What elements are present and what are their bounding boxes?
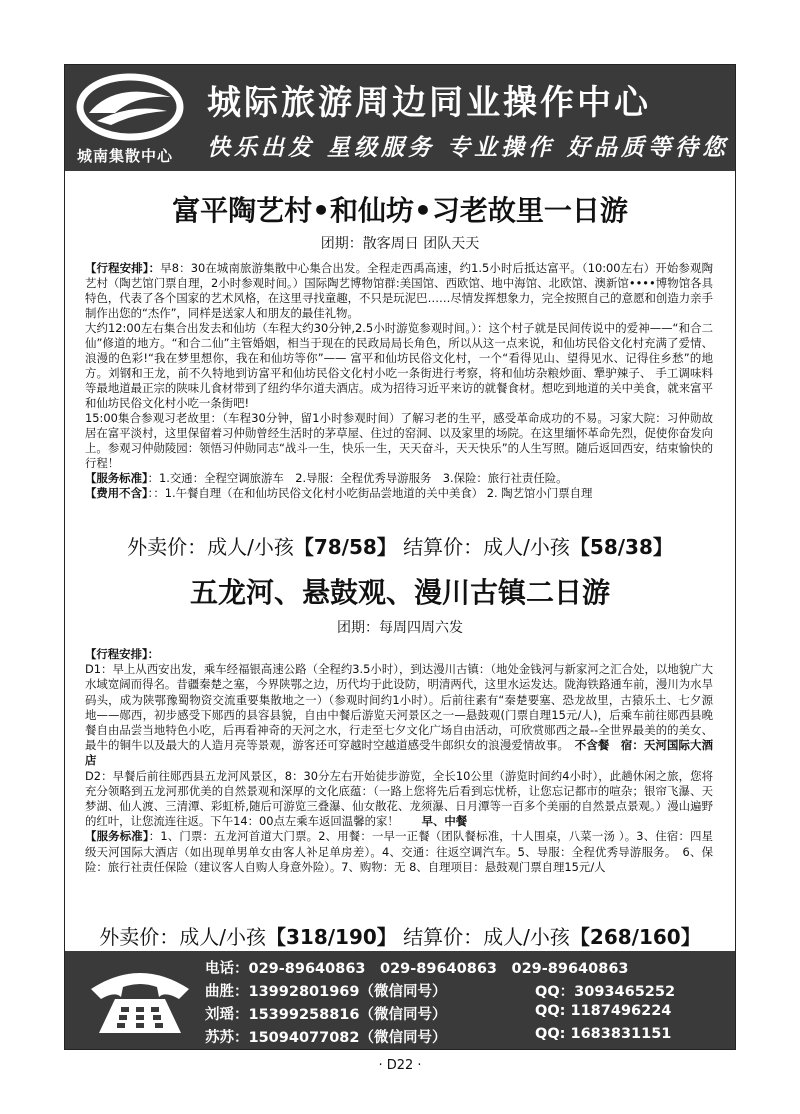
settle-label: 结算价：成人/小孩 bbox=[403, 925, 570, 949]
phone-label: 电话： bbox=[205, 961, 249, 977]
contact-name: 曲胜： bbox=[205, 984, 249, 1000]
contact-phone[interactable]: 15094077082（微信同号） bbox=[248, 1030, 447, 1046]
service-label: 【服务标准】 bbox=[85, 471, 148, 485]
telephone-icon bbox=[85, 963, 195, 1039]
logo-caption: 城南集散中心 bbox=[77, 147, 174, 165]
trip2-day1-meal: 不含餐 bbox=[574, 738, 610, 753]
contact-band bbox=[65, 951, 735, 1049]
price-label: 外卖价：成人/小孩 bbox=[127, 535, 294, 559]
trip2-price bbox=[65, 921, 735, 950]
fee-label: 【费用不含】 bbox=[85, 486, 148, 500]
trip1-description bbox=[85, 261, 713, 501]
contact-row bbox=[205, 1026, 672, 1047]
contact-qq: QQ: 1187496224 bbox=[535, 1003, 672, 1019]
trip1-para-1: 早8：30在城南旅游集散中心集合出发。全程走西禹高速，约1.5小时后抵达富平。（10:00左右）开始参观陶艺村（陶艺馆门票自理，2小时参观时间。）国际陶艺博物馆群:美国馆、西欧馆、地中海馆、北欧馆、澳新馆••••博物馆各具特色，代表了各个国家的艺术风格，在这里寻找童趣，不只是玩泥巴……尽情发挥想象力，完全按照自己的意愿和创造力亲手制作出您的“杰作”，同样是送家人和朋友的最佳礼物。 bbox=[85, 261, 713, 320]
contact-name: 苏苏： bbox=[205, 1030, 249, 1046]
contact-row bbox=[205, 980, 676, 1001]
phone-numbers[interactable]: 029-89640863 029-89640863 029-89640863 bbox=[248, 961, 629, 977]
agency-logo bbox=[75, 73, 185, 141]
trip1-price bbox=[65, 531, 735, 560]
trip2-day2: D2：早餐后前往郧西县五龙河风景区，8：30分左右开始徒步游览，全长10公里（游览时间约4小时），此趟休闲之旅，您将充分领略到五龙河那优美的自然景观和深厚的文化底蕴：（一路上您将先后看到忘忧桥，让您忘记都市的喧杂；银帘飞瀑、天梦湖、仙人渡、三清潭、彩虹桥,随后可游览三叠瀑、仙女散花、龙须瀑、日月潭等一百多个美丽的自然景点景观。）漫山遍野的红叶，让您流连往返。下午14：00点左乘车返回温馨的家！ bbox=[85, 768, 713, 829]
contact-qq: QQ: 1683831151 bbox=[535, 1026, 672, 1042]
page-number: · D22 · bbox=[378, 1058, 422, 1073]
trip1-service: ：1.交通：全程空调旅游车 2.导服：全程优秀导游服务 3.保险：旅行社责任险。 bbox=[147, 471, 568, 485]
trip1-group-dates: 团期：散客周日 团队天天 bbox=[320, 236, 480, 252]
itinerary-label: 【行程安排】： bbox=[85, 647, 160, 661]
trip2-service: ：1、门票：五龙河首道大门票。2、用餐：一早一正餐（团队餐标准，十人围桌，八菜一汤 ）。3、住宿：四星级天河国际大酒店（如出现单男单女由客人补足单房差）。4、交通：往返空调汽车。5、导服：全程优秀导游服务。 6、保险：旅行社责任保险（建议客人自购人身意外险）。7、购物：无 8、自理项目：悬鼓观门票自理15元/人 bbox=[85, 829, 713, 874]
sell-price: 【318/190】 bbox=[266, 925, 397, 949]
brochure-page bbox=[64, 64, 736, 1050]
itinerary-label: 【行程安排】： bbox=[85, 261, 161, 275]
settle-price: 【268/160】 bbox=[569, 925, 701, 949]
header-band bbox=[65, 65, 735, 171]
price-label: 外卖价：成人/小孩 bbox=[99, 925, 266, 949]
phone-row bbox=[205, 957, 629, 978]
trip2-group-dates: 团期：每周四周六发 bbox=[337, 620, 463, 636]
trip2-day1: D1：早上从西安出发，乘车经福银高速公路（全程约3.5小时），到达漫川古镇：（地处金钱河与新家河之汇合处，以地貌广大水域宽阔而得名。昔疆秦楚之塞，今界陕鄂之边，历代均于此设防，明清两代，这里水运发达。陇海铁路通车前，漫川为水旱码头，成为陕鄂豫蜀物资交流重要集散地之一）（参观时间约1小时）。后前往素有“秦楚要塞、恐龙故里，古猿乐土、七夕源地——郧西，初步感受下郧西的县容县貌，自由中餐后游览天河景区之一—悬鼓观(门票自理15元/人)，后乘车前往郧西县晚餐自由品尝当地特色小吃，后再看神奇的天河之水，行走至七夕文化广场自由活动，可欣赏郧西之最--全世界最美的的美女、最牛的铜牛以及最大的人造月亮等景观，游客还可穿越时空越道感受牛郎织女的浪漫爱情故事。 bbox=[85, 662, 713, 753]
trip1-para-2: 大约12:00左右集合出发去和仙坊（车程大约30分钟,2.5小时游览参观时间。）：这个村子就是民间传说中的爱神——“和合二仙”修道的地方。“和合二仙”主管婚姻，相当于现在的民政局局长角色，所以从这一点来说，和仙坊民俗文化村充满了爱情、浪漫的色彩!“我在梦里想你，我在和仙坊等你”—— 富平和仙坊民俗文化村，一个“看得见山、望得见水、记得住乡愁”的地方。刘钢和王龙，前不久特地到访富平和仙坊民俗文化村小吃一条街进行考察，将和仙坊杂粮炒面、犟驴辣子、 手工调味料等最地道最正宗的陕味儿食材带到了纽约华尔道夫酒店。成为招待习近平来访的就餐食材。想吃到地道的关中美食，就来富平和仙坊民俗文化村小吃一条街吧! bbox=[85, 321, 713, 410]
contact-phone[interactable]: 15399258816（微信同号） bbox=[248, 1007, 447, 1023]
header-slogan: 快乐出发 星级服务 专业操作 好品质等待您 bbox=[207, 135, 730, 161]
settle-price: 【58/38】 bbox=[569, 535, 673, 559]
contact-row bbox=[205, 1003, 672, 1024]
trip1-fee: ：：1.午餐自理（在和仙坊民俗文化村小吃街品尝地道的关中美食） 2. 陶艺馆小门票自理 bbox=[147, 486, 593, 500]
trip1-title: 富平陶艺村•和仙坊•习老故里一日游 bbox=[172, 194, 628, 227]
trip2-title: 五龙河、悬鼓观、漫川古镇二日游 bbox=[189, 576, 610, 609]
contact-name: 刘瑶： bbox=[205, 1007, 249, 1023]
contact-phone[interactable]: 13992801969（微信同号） bbox=[248, 984, 447, 1000]
settle-label: 结算价：成人/小孩 bbox=[403, 535, 570, 559]
contact-qq: QQ：3093465252 bbox=[535, 984, 676, 1000]
sell-price: 【78/58】 bbox=[293, 535, 397, 559]
trip2-day1-hotel: 宿：天河国际大酒店 bbox=[85, 738, 713, 768]
trip2-description bbox=[85, 647, 713, 875]
trip1-para-3: 15:00集合参观习老故里：（车程30分钟，留1小时参观时间）了解习老的生平，感受革命成功的不易。习家大院：习仲勋故居在富平淡村，这里保留着习仲勋曾经生活时的茅草屋、住过的窑洞、以及家里的场院。在这里缅怀革命先烈，促使你奋发向上。参观习仲勋陵园：领悟习仲勋同志“战斗一生，快乐一生，天天奋斗，天天快乐”的人生写照。随后返回西安，结束愉快的行程！ bbox=[85, 411, 713, 470]
header-title: 城际旅游周边同业操作中心 bbox=[207, 83, 651, 123]
service-label: 【服务标准】 bbox=[85, 829, 149, 844]
trip2-day2-meal: 早、中餐 bbox=[421, 814, 468, 829]
